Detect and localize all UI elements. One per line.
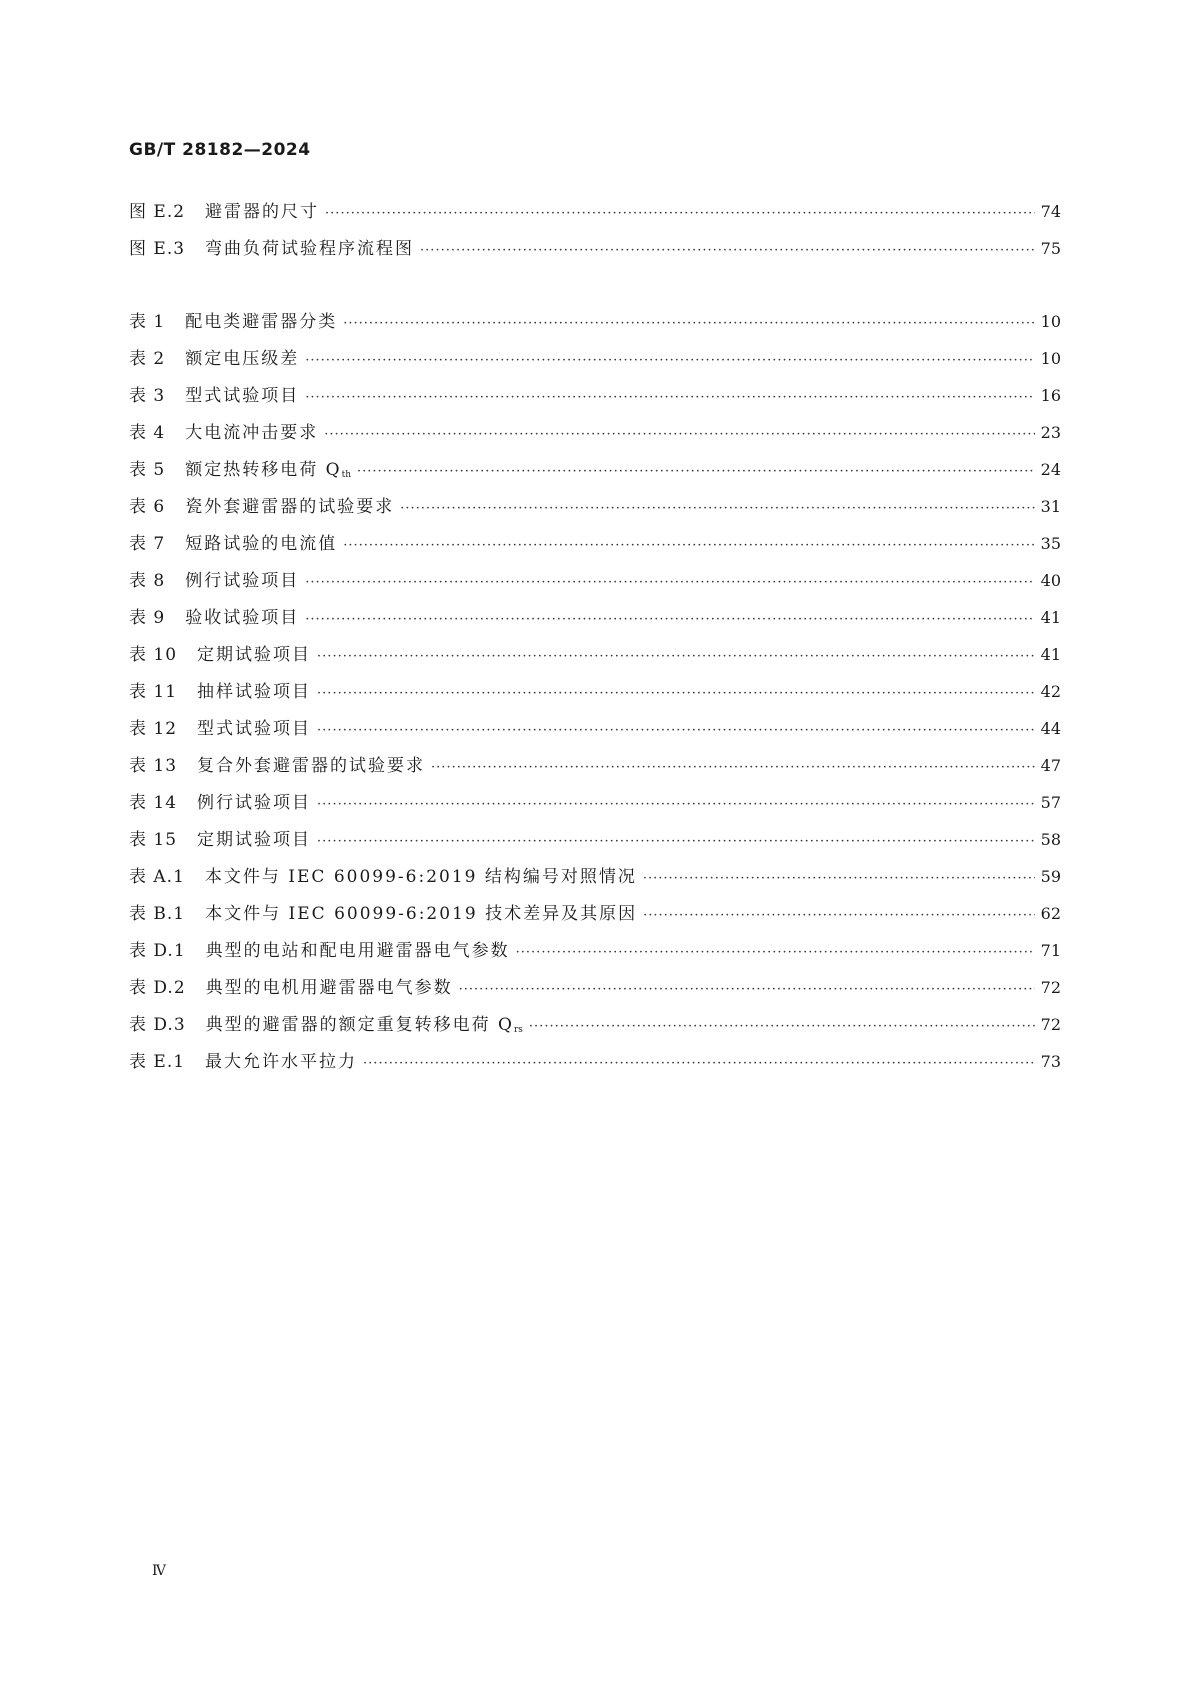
- entry-page: 71: [1040, 941, 1061, 960]
- entry-page: 16: [1040, 386, 1061, 405]
- entry-title: [185, 307, 337, 332]
- entry-page: 57: [1040, 793, 1061, 812]
- leader-dots: [357, 464, 1035, 479]
- entry-label: 表 5: [129, 460, 166, 480]
- standard-number-header: GB/T 28182—2024: [129, 140, 311, 160]
- toc-entry[interactable]: [129, 566, 1061, 603]
- entry-page: 10: [1040, 349, 1061, 368]
- entry-page: 44: [1040, 719, 1061, 738]
- toc-entry[interactable]: [129, 862, 1061, 899]
- toc-entry[interactable]: [129, 973, 1061, 1010]
- entry-page: 74: [1040, 202, 1061, 221]
- entry-title-text: 典型的电机用避雷器电气参数: [205, 978, 453, 998]
- entry-page: 10: [1040, 312, 1061, 331]
- entry-label: 表 6: [129, 497, 166, 517]
- leader-dots: [363, 1056, 1035, 1071]
- entry-page: 75: [1040, 239, 1061, 258]
- entry-title: [197, 788, 311, 813]
- entry-title: [185, 566, 299, 591]
- leader-dots: [400, 501, 1034, 516]
- entry-title-text: 额定热转移电荷 Q: [185, 460, 342, 480]
- entry-label: 表 E.1: [129, 1052, 186, 1072]
- entry-title: [197, 751, 425, 776]
- entry-title-text: 配电类避雷器分类: [185, 312, 338, 332]
- entry-label: 表 10: [129, 645, 178, 665]
- entry-title: [185, 529, 337, 554]
- toc-entry[interactable]: [129, 640, 1061, 677]
- leader-dots: [643, 908, 1035, 923]
- entry-page: 73: [1040, 1052, 1061, 1071]
- entry-title: [206, 973, 453, 998]
- entry-label: 表 1: [129, 312, 166, 332]
- leader-dots: [305, 612, 1034, 627]
- entry-title-text: 最大允许水平拉力: [205, 1052, 358, 1072]
- toc-entry[interactable]: [129, 899, 1061, 936]
- entry-title: [197, 825, 311, 850]
- entry-title-text: 型式试验项目: [185, 386, 300, 406]
- entry-title: [197, 640, 311, 665]
- entry-title-text: 定期试验项目: [197, 830, 312, 850]
- leader-dots: [325, 206, 1035, 221]
- entry-title-text: 瓷外套避雷器的试验要求: [185, 497, 395, 517]
- toc-entry[interactable]: [129, 677, 1061, 714]
- leader-dots: [317, 797, 1035, 812]
- toc-entry[interactable]: [129, 751, 1061, 788]
- entry-title: [185, 344, 299, 369]
- toc-entry[interactable]: [129, 788, 1061, 825]
- leader-dots: [317, 723, 1035, 738]
- entry-page: 72: [1040, 1015, 1061, 1034]
- toc-entry[interactable]: [129, 418, 1061, 455]
- entry-label: 表 2: [129, 349, 166, 369]
- entry-label: 表 A.1: [129, 867, 185, 887]
- entry-title: [185, 492, 394, 517]
- entry-title: [185, 603, 299, 628]
- toc-entry[interactable]: [129, 529, 1061, 566]
- toc-entry[interactable]: [129, 234, 1061, 271]
- entry-title-text: 抽样试验项目: [197, 682, 312, 702]
- entry-title-text: 本文件与 IEC 60099-6:2019 结构编号对照情况: [204, 867, 637, 887]
- entry-title-text: 本文件与 IEC 60099-6:2019 技术差异及其原因: [205, 904, 638, 924]
- entry-title-text: 大电流冲击要求: [185, 423, 319, 443]
- toc-entry[interactable]: [129, 603, 1061, 640]
- entry-label: 表 D.3: [129, 1015, 186, 1035]
- entry-title-text: 例行试验项目: [197, 793, 312, 813]
- toc-entry[interactable]: [129, 344, 1061, 381]
- entry-title: [205, 899, 637, 924]
- entry-title: [205, 1047, 357, 1072]
- leader-dots: [305, 575, 1034, 590]
- entry-title-text: 验收试验项目: [185, 608, 300, 628]
- toc-entry[interactable]: [129, 197, 1061, 234]
- leader-dots: [529, 1019, 1035, 1034]
- entry-page: 23: [1040, 423, 1061, 442]
- toc-entry[interactable]: [129, 381, 1061, 418]
- entry-label: 表 D.1: [129, 941, 186, 961]
- leader-dots: [317, 834, 1035, 849]
- toc-entry[interactable]: [129, 307, 1061, 344]
- entry-label: 表 8: [129, 571, 166, 591]
- entry-label: 表 15: [129, 830, 178, 850]
- entry-title: [206, 936, 510, 961]
- leader-dots: [420, 243, 1035, 258]
- entry-title-subscript: th: [341, 470, 351, 480]
- entry-title-text: 额定电压级差: [185, 349, 300, 369]
- entry-page: 40: [1040, 571, 1061, 590]
- leader-dots: [317, 649, 1035, 664]
- entry-page: 41: [1040, 645, 1061, 664]
- entry-page: 72: [1040, 978, 1061, 997]
- entry-title-text: 型式试验项目: [197, 719, 312, 739]
- leader-dots: [317, 686, 1035, 701]
- entry-title: [185, 455, 351, 480]
- entry-page: 58: [1040, 830, 1061, 849]
- entry-title-text: 典型的电站和配电用避雷器电气参数: [205, 941, 510, 961]
- entry-page: 42: [1040, 682, 1061, 701]
- toc-entry[interactable]: [129, 825, 1061, 862]
- entry-title: [205, 862, 637, 887]
- entry-title: 避雷器的尺寸: [205, 202, 320, 222]
- toc-entry[interactable]: [129, 492, 1061, 529]
- entry-title-text: 短路试验的电流值: [185, 534, 338, 554]
- entry-label: 表 D.2: [129, 978, 186, 998]
- entry-page: 31: [1040, 497, 1061, 516]
- entry-label: 图 E.2: [129, 202, 186, 222]
- entry-label: 表 3: [129, 386, 166, 406]
- toc-entry[interactable]: [129, 455, 1061, 492]
- entry-label: 表 7: [129, 534, 166, 554]
- leader-dots: [343, 316, 1034, 331]
- leader-dots: [305, 353, 1034, 368]
- entry-label: 表 9: [129, 608, 166, 628]
- leader-dots: [305, 390, 1034, 405]
- entry-page: 59: [1040, 867, 1061, 886]
- toc-entry[interactable]: [129, 714, 1061, 751]
- entry-title: [197, 714, 311, 739]
- entry-label: 表 B.1: [129, 904, 186, 924]
- figure-list: [129, 197, 1061, 271]
- page-number: Ⅳ: [152, 1563, 166, 1579]
- entry-page: 35: [1040, 534, 1061, 553]
- leader-dots: [459, 982, 1035, 997]
- entry-label: 图 E.3: [129, 239, 186, 259]
- toc-entry[interactable]: [129, 1047, 1061, 1084]
- entry-label: 表 13: [129, 756, 178, 776]
- entry-page: 62: [1040, 904, 1061, 923]
- table-list: [129, 307, 1061, 1084]
- entry-title: [185, 418, 318, 443]
- entry-page: 47: [1040, 756, 1061, 775]
- entry-title: [197, 677, 311, 702]
- entry-label: 表 14: [129, 793, 178, 813]
- entry-title-subscript: rs: [514, 1025, 523, 1035]
- toc-entry[interactable]: [129, 1010, 1061, 1047]
- leader-dots: [343, 538, 1034, 553]
- entry-title: [185, 381, 299, 406]
- entry-title-text: 定期试验项目: [197, 645, 312, 665]
- toc-entry[interactable]: [129, 936, 1061, 973]
- entry-title-text: 复合外套避雷器的试验要求: [197, 756, 426, 776]
- entry-title: 弯曲负荷试验程序流程图: [205, 239, 415, 259]
- entry-title: [206, 1010, 523, 1035]
- entry-title-text: 典型的避雷器的额定重复转移电荷 Q: [205, 1015, 514, 1035]
- entry-label: 表 12: [129, 719, 178, 739]
- entry-page: 41: [1040, 608, 1061, 627]
- entry-label: 表 4: [129, 423, 166, 443]
- leader-dots: [516, 945, 1035, 960]
- leader-dots: [643, 871, 1035, 886]
- leader-dots: [431, 760, 1035, 775]
- entry-title-text: 例行试验项目: [185, 571, 300, 591]
- leader-dots: [324, 427, 1034, 442]
- entry-label: 表 11: [129, 682, 178, 702]
- entry-page: 24: [1040, 460, 1061, 479]
